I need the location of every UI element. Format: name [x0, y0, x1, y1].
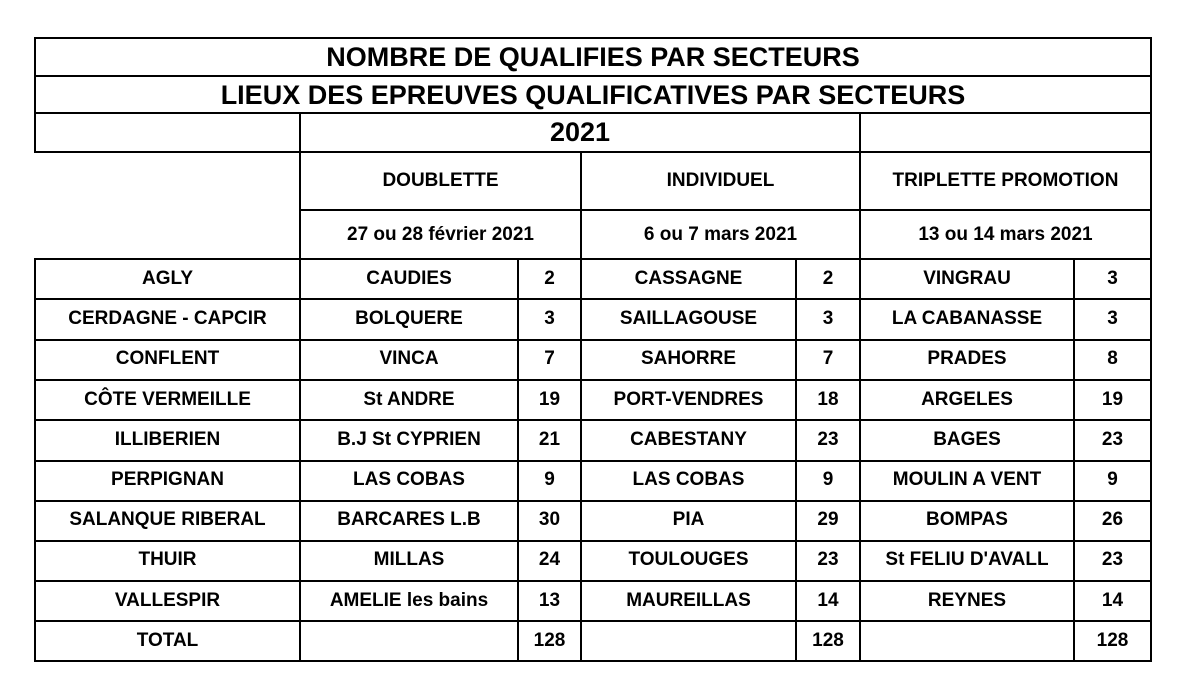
grid-line [34, 620, 1152, 622]
individuel-place: CASSAGNE [634, 268, 743, 290]
doublette-place: B.J St CYPRIEN [337, 428, 481, 450]
sector-name: CONFLENT [115, 348, 220, 370]
sector-name: PERPIGNAN [111, 469, 224, 491]
year-heading: 2021 [549, 116, 611, 147]
grid-line [299, 112, 301, 662]
triplette-place: LA CABANASSE [891, 308, 1043, 330]
grid-line [34, 37, 1152, 39]
individuel-place: TOULOUGES [628, 549, 749, 571]
grid-line [34, 540, 1152, 542]
triplette-count: 3 [1107, 268, 1118, 290]
triplette-count: 3 [1107, 308, 1118, 330]
individuel-place: SAILLAGOUSE [619, 308, 758, 330]
doublette-count: 24 [538, 549, 561, 571]
triplette-count: 8 [1107, 348, 1118, 370]
triplette-count: 23 [1101, 428, 1124, 450]
grid-line [34, 419, 1152, 421]
triplette-place: BOMPAS [926, 509, 1008, 531]
title-line-2: LIEUX DES EPREUVES QUALIFICATIVES PAR SECTEURS [220, 79, 966, 110]
grid-line [34, 580, 1152, 582]
grid-line [34, 37, 36, 152]
grid-line [34, 660, 1152, 662]
grid-line [34, 112, 1152, 114]
individuel-place: PIA [672, 509, 705, 531]
individuel-count: 23 [817, 549, 839, 571]
total-doublette: 128 [533, 630, 566, 651]
grid-line [859, 112, 861, 662]
triplette-count: 9 [1107, 469, 1118, 491]
competition-triplette-date: 13 ou 14 mars 2021 [918, 223, 1093, 245]
individuel-place: CABESTANY [630, 428, 747, 450]
doublette-place: CAUDIES [366, 268, 452, 290]
title-line-1: NOMBRE DE QUALIFIES PAR SECTEURS [326, 41, 860, 72]
triplette-place: ARGELES [921, 388, 1013, 410]
doublette-place: MILLAS [373, 549, 445, 571]
individuel-place: PORT-VENDRES [613, 388, 764, 410]
grid-line [517, 258, 519, 662]
triplette-place: MOULIN A VENT [892, 469, 1042, 491]
triplette-place: BAGES [933, 428, 1001, 450]
triplette-place: VINGRAU [923, 268, 1011, 290]
triplette-place: REYNES [927, 589, 1007, 611]
grid-line [34, 151, 1152, 153]
doublette-count: 7 [544, 348, 555, 370]
doublette-place: AMELIE les bains [329, 589, 489, 611]
doublette-place: LAS COBAS [353, 469, 465, 491]
grid-line [34, 298, 1152, 300]
triplette-count: 14 [1101, 589, 1124, 611]
individuel-place: SAHORRE [640, 348, 736, 370]
grid-line [34, 258, 1152, 260]
grid-line [34, 75, 1152, 77]
doublette-count: 21 [538, 428, 561, 450]
individuel-count: 14 [817, 589, 839, 611]
grid-line [299, 209, 1152, 211]
doublette-count: 9 [544, 469, 555, 491]
grid-line [34, 258, 36, 662]
individuel-place: MAUREILLAS [626, 589, 751, 611]
sector-name: ILLIBERIEN [114, 428, 221, 450]
grid-line [34, 339, 1152, 341]
triplette-count: 19 [1101, 388, 1124, 410]
grid-line [1073, 258, 1075, 662]
doublette-place: VINCA [379, 348, 439, 370]
grid-line [34, 379, 1152, 381]
individuel-count: 29 [817, 509, 839, 531]
triplette-count: 26 [1101, 509, 1124, 531]
doublette-place: BOLQUERE [355, 308, 463, 330]
competition-doublette-date: 27 ou 28 février 2021 [347, 223, 534, 245]
total-label: TOTAL [136, 630, 199, 651]
sector-name: CÔTE VERMEILLE [84, 388, 251, 410]
doublette-count: 19 [538, 388, 561, 410]
sector-name: AGLY [141, 268, 194, 290]
triplette-place: St FELIU D'AVALL [885, 549, 1049, 571]
individuel-count: 23 [817, 428, 839, 450]
individuel-count: 7 [822, 348, 834, 370]
sector-name: CERDAGNE - CAPCIR [68, 308, 267, 330]
sector-name: SALANQUE RIBERAL [69, 509, 266, 531]
triplette-count: 23 [1101, 549, 1124, 571]
grid-line [34, 500, 1152, 502]
grid-line [580, 151, 582, 662]
sector-name: THUIR [138, 549, 197, 571]
competition-individuel-date: 6 ou 7 mars 2021 [643, 223, 798, 245]
total-triplette: 128 [1096, 630, 1129, 651]
individuel-count: 18 [817, 388, 839, 410]
individuel-count: 3 [822, 308, 834, 330]
individuel-count: 9 [822, 469, 834, 491]
triplette-place: PRADES [927, 348, 1007, 370]
grid-line [795, 258, 797, 662]
doublette-place: BARCARES L.B [337, 509, 481, 531]
doublette-count: 2 [544, 268, 555, 290]
sector-name: VALLESPIR [114, 589, 221, 611]
competition-triplette-name: TRIPLETTE PROMOTION [892, 170, 1119, 191]
competition-individuel-name: INDIVIDUEL [666, 170, 775, 191]
total-individuel: 128 [812, 630, 844, 651]
doublette-place: St ANDRE [363, 388, 455, 410]
doublette-count: 30 [538, 509, 561, 531]
doublette-count: 3 [544, 308, 555, 330]
competition-doublette-name: DOUBLETTE [382, 170, 499, 191]
grid-line [34, 460, 1152, 462]
individuel-count: 2 [822, 268, 834, 290]
grid-line [1150, 37, 1152, 662]
doublette-count: 13 [538, 589, 561, 611]
individuel-place: LAS COBAS [632, 469, 745, 491]
